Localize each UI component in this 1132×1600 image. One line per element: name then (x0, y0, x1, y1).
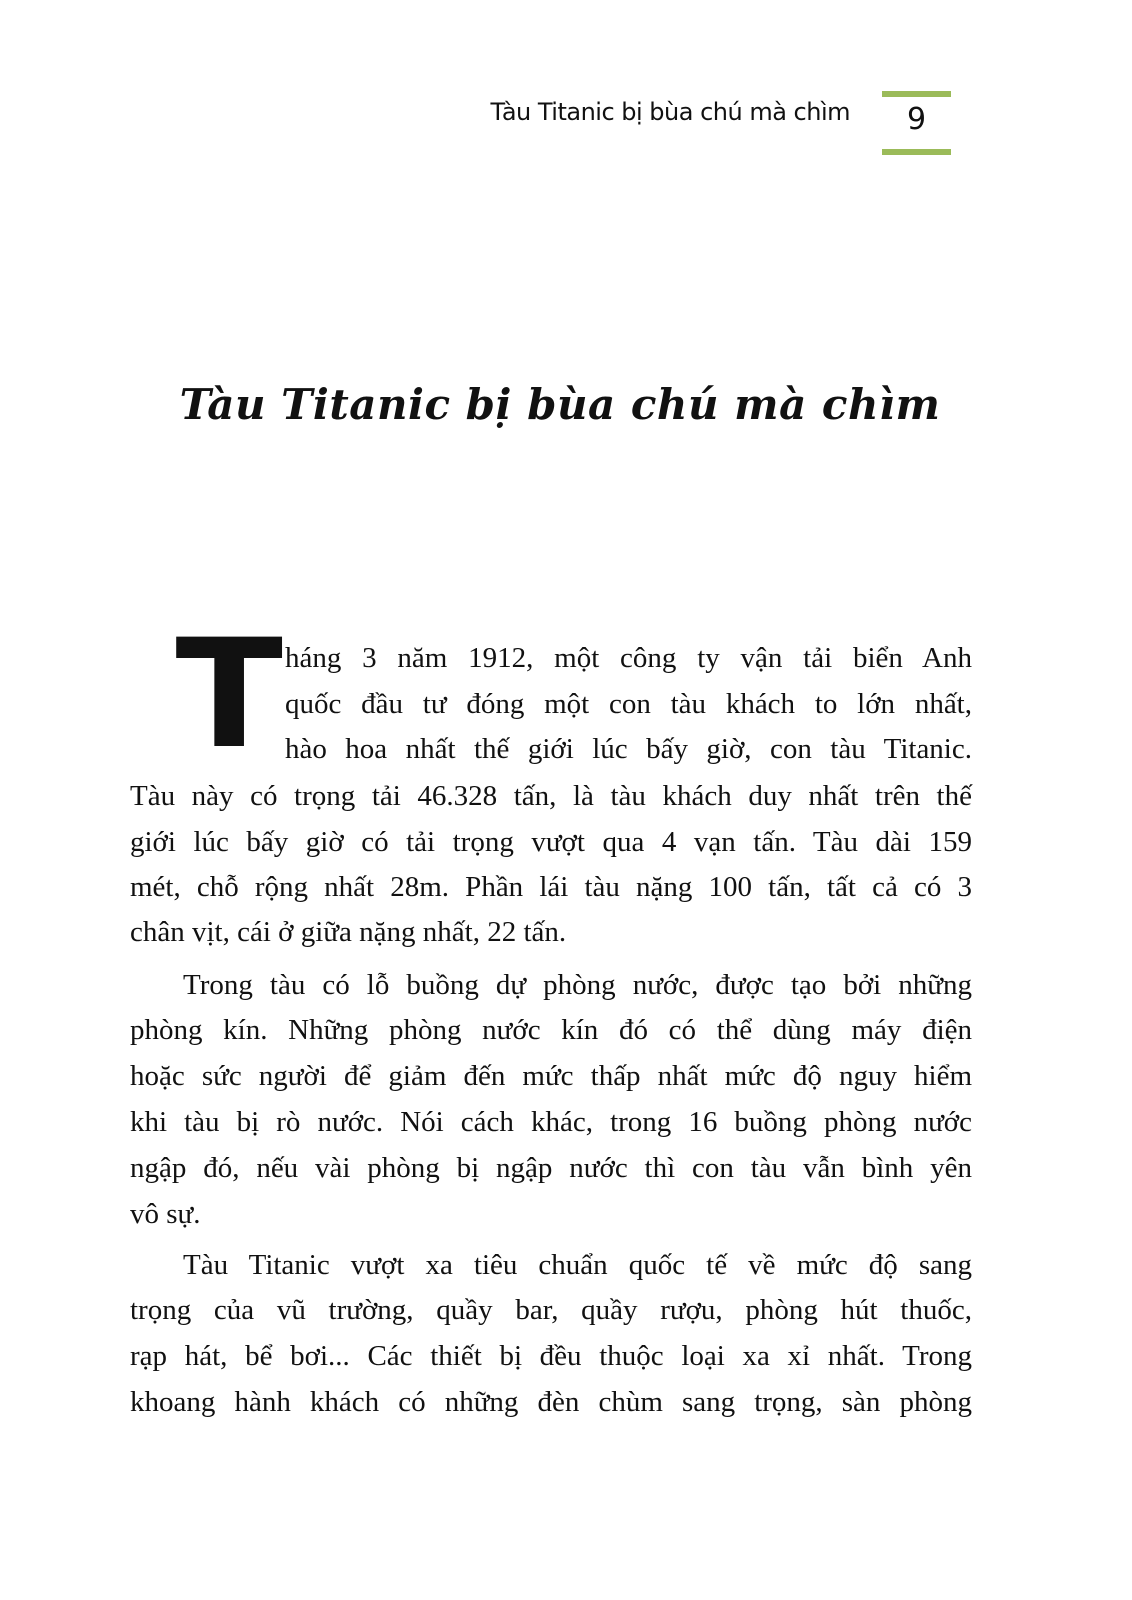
body-line: háng 3 năm 1912, một công ty vận tải biển Anh (285, 642, 972, 674)
body-line: quốc đầu tư đóng một con tàu khách to lớn nhất, (285, 688, 972, 720)
page-number-bottom-rule (882, 149, 951, 155)
body-line: Tàu Titanic vượt xa tiêu chuẩn quốc tế về mức độ sang (183, 1249, 972, 1281)
body-line: trọng của vũ trường, quầy bar, quầy rượu, phòng hút thuốc, (130, 1294, 972, 1326)
page-number-top-rule (882, 91, 951, 97)
body-line: rạp hát, bể bơi... Các thiết bị đều thuộc loại xa xỉ nhất. Trong (130, 1340, 972, 1372)
running-head-title: Tàu Titanic bị bùa chú mà chìm (490, 98, 850, 126)
body-line: hào hoa nhất thế giới lúc bấy giờ, con tàu Titanic. (285, 733, 972, 765)
body-line: vô sự. (130, 1198, 201, 1230)
body-line: giới lúc bấy giờ có tải trọng vượt qua 4 vạn tấn. Tàu dài 159 (130, 826, 972, 858)
body-line: Tàu này có trọng tải 46.328 tấn, là tàu khách duy nhất trên thế (130, 780, 972, 812)
body-line: mét, chỗ rộng nhất 28m. Phần lái tàu nặng 100 tấn, tất cả có 3 (130, 871, 972, 903)
page-number: 9 (906, 102, 927, 137)
body-line: chân vịt, cái ở giữa nặng nhất, 22 tấn. (130, 916, 567, 948)
body-line: ngập đó, nếu vài phòng bị ngập nước thì con tàu vẫn bình yên (130, 1152, 972, 1184)
body-line: phòng kín. Những phòng nước kín đó có thể dùng máy điện (130, 1014, 972, 1046)
body-line: khi tàu bị rò nước. Nói cách khác, trong 16 buồng phòng nước (130, 1106, 972, 1138)
chapter-title: Tàu Titanic bị bùa chú mà chìm (179, 380, 941, 429)
body-line: Trong tàu có lỗ buồng dự phòng nước, được tạo bởi những (183, 969, 972, 1001)
drop-cap: T (175, 608, 283, 782)
body-line: khoang hành khách có những đèn chùm sang trọng, sàn phòng (130, 1386, 972, 1418)
body-line: hoặc sức người để giảm đến mức thấp nhất mức độ nguy hiểm (130, 1060, 972, 1092)
